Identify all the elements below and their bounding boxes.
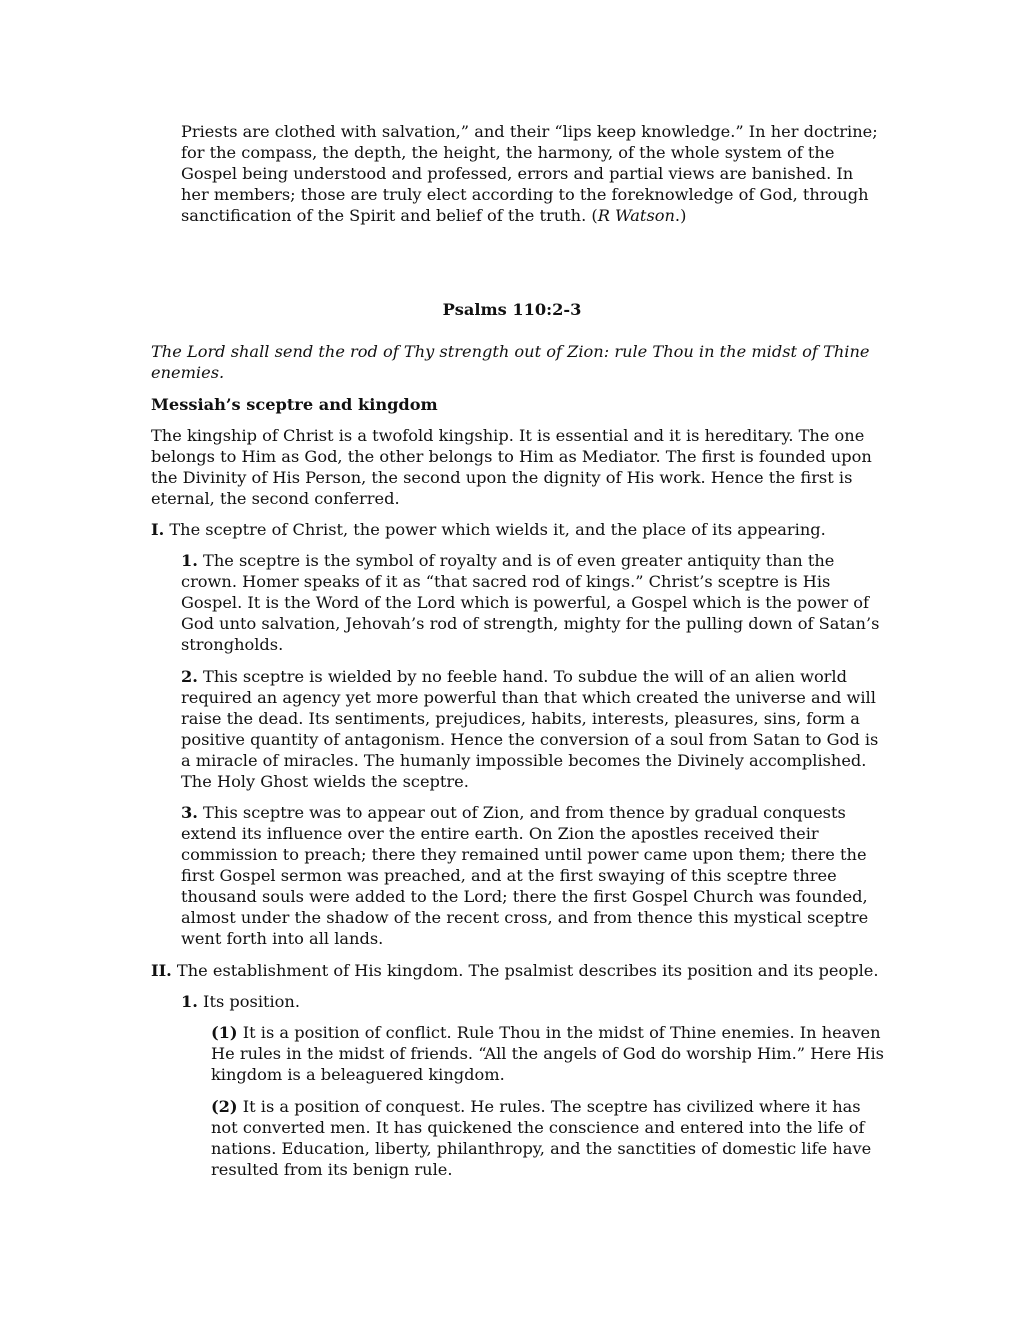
point-one-item-1 bbox=[181, 550, 886, 655]
point-one bbox=[151, 519, 886, 540]
item-text: This sceptre was to appear out of Zion, and from thence by gradual conquests extend its influence over the entire earth. On Zion the apostles received their commission to preach; there they remained until power came upon them; there the first Gospel sermon was preached, and at the first swaying of this sceptre three thousand souls were added to the Lord; there the first Gospel Church was founded, almost under the shadow of the recent cross, and from thence this mystical sceptre went forth into all lands. bbox=[181, 803, 869, 948]
item-text: This sceptre is wielded by no feeble hand. To subdue the will of an alien world required an agency yet more powerful than that which created the universe and will raise the dead. Its sentiments, prejudices, habits, interests, pleasures, sins, form a positive quantity of antagonism. Hence the conversion of a soul from Satan to God is a miracle of miracles. The humanly impossible becomes the Divinely accomplished. The Holy Ghost wields the sceptre. bbox=[181, 667, 879, 791]
verse-text: The Lord shall send the rod of Thy strength out of Zion: rule Thou in the midst of Thine enemies. bbox=[151, 342, 870, 382]
item-text: The sceptre is the symbol of royalty and is of even greater antiquity than the crown. Homer speaks of it as “that sacred rod of kings.” Christ’s sceptre is His Gospel. It is the Word of the Lord which is powerful, a Gospel which is the power of God unto salvation, Jehovah’s rod of strength, mighty for the pulling down of Satan’s strongholds. bbox=[181, 551, 880, 654]
point-one-marker: I. bbox=[151, 520, 165, 539]
point-one-text: The sceptre of Christ, the power which wields it, and the place of its appearing. bbox=[164, 520, 826, 539]
point-two-sub-item-2 bbox=[211, 1096, 886, 1180]
intro-author: R Watson bbox=[597, 206, 675, 225]
point-two-marker: II. bbox=[151, 961, 172, 980]
intro-text-end: .) bbox=[674, 206, 687, 225]
section-title: Messiah’s sceptre and kingdom bbox=[151, 395, 438, 414]
sub-item-marker: (2) bbox=[211, 1097, 238, 1116]
sub-marker: 1. bbox=[181, 992, 198, 1011]
point-two-sub-item-1 bbox=[211, 1022, 886, 1085]
lead-paragraph: The kingship of Christ is a twofold kingship. It is essential and it is hereditary. The one belongs to Him as God, the other belongs to Him as Mediator. The first is founded upon the Divinity of His Person, the second upon the dignity of His work. Hence the first is eternal, the second conferred. bbox=[151, 426, 872, 508]
item-marker: 3. bbox=[181, 803, 198, 822]
sub-item-marker: (1) bbox=[211, 1023, 238, 1042]
point-two-sub bbox=[181, 991, 886, 1012]
item-marker: 1. bbox=[181, 551, 198, 570]
item-marker: 2. bbox=[181, 667, 198, 686]
sub-item-text: It is a position of conflict. Rule Thou in the midst of Thine enemies. In heaven He rules in the midst of friends. “All the angels of God do worship Him.” Here His kingdom is a beleaguered kingdom. bbox=[211, 1023, 884, 1084]
point-one-item-2 bbox=[181, 666, 886, 792]
intro-text: Priests are clothed with salvation,” and their “lips keep knowledge.” In her doctrine; for the compass, the depth, the height, the harmony, of the whole system of the Gospel being understood and professed, errors and partial views are banished. In her members; those are truly elect according to the foreknowledge of God, through sanctification of the Spirit and belief of the truth. ( bbox=[181, 122, 878, 225]
sub-text: Its position. bbox=[197, 992, 300, 1011]
point-one-item-3 bbox=[181, 802, 886, 949]
section-reference: Psalms 110:2-3 bbox=[442, 300, 582, 319]
point-two bbox=[151, 960, 886, 981]
intro-paragraph bbox=[181, 121, 886, 226]
sub-item-text: It is a position of conquest. He rules. The sceptre has civilized where it has not converted men. It has quickened the conscience and entered into the life of nations. Education, liberty, philanthropy, and the sanctities of domestic life have resulted from its benign rule. bbox=[211, 1097, 872, 1179]
point-two-text: The establishment of His kingdom. The psalmist describes its position and its people. bbox=[171, 961, 879, 980]
